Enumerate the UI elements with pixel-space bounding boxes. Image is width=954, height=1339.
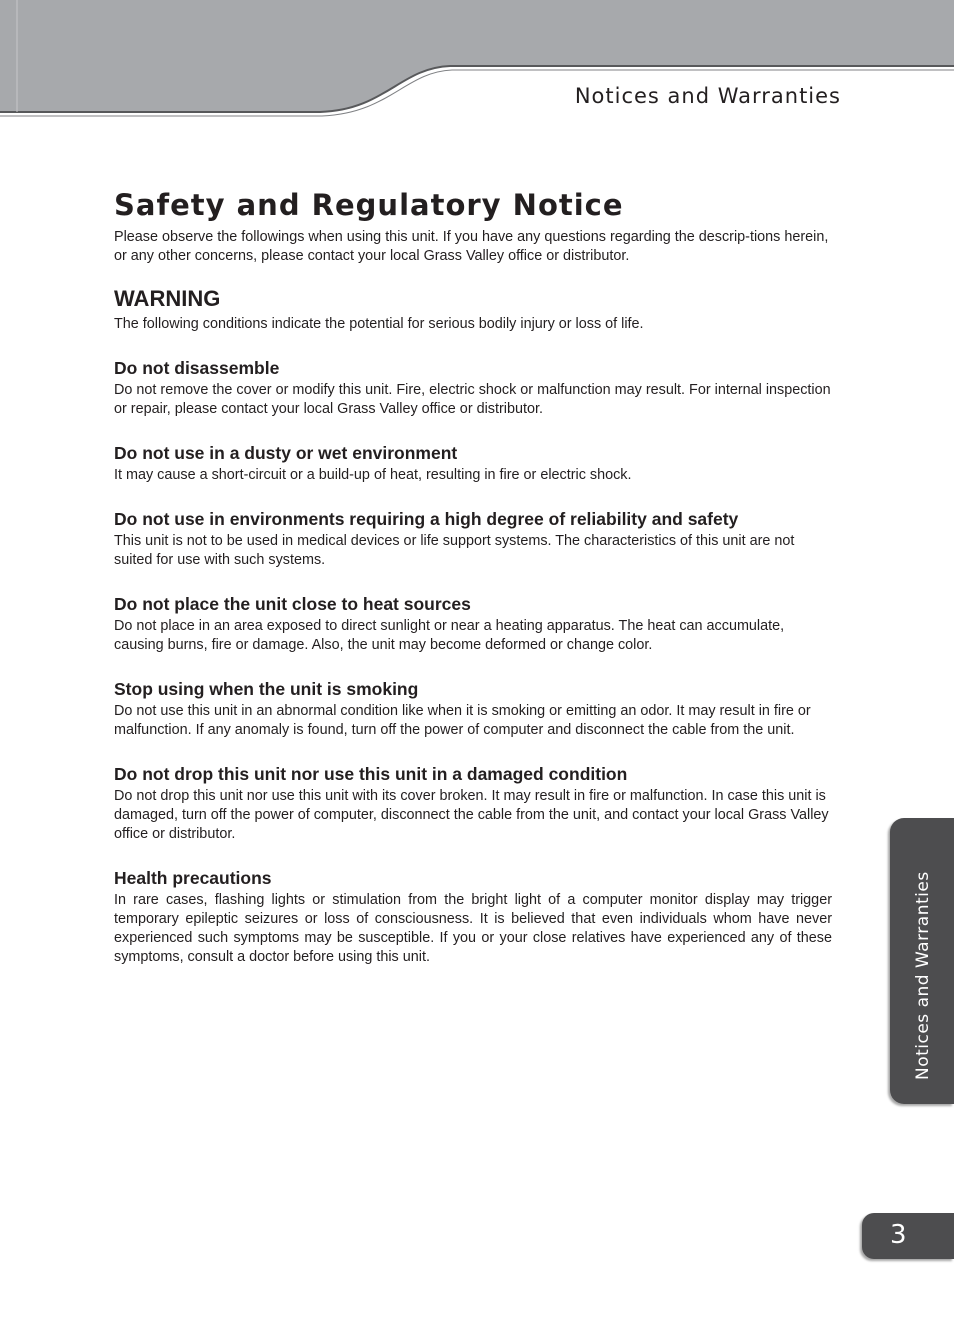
chapter-side-tab: [890, 818, 954, 1104]
section-heading: Do not drop this unit nor use this unit in a damaged condition: [114, 764, 628, 784]
header-title: Notices and Warranties: [574, 84, 841, 108]
section-text: Do not remove the cover or modify this unit. Fire, electric shock or malfunction may result. For internal inspection or repair, please contact your local Grass Valley office or distributor.: [114, 382, 831, 417]
section-heading: Stop using when the unit is smoking: [114, 679, 419, 699]
section-heading: Do not use in a dusty or wet environment: [114, 443, 458, 463]
section-text: Do not place in an area exposed to direct sunlight or near a heating apparatus. The heat can accumulate, causing burns, fire or damage. Also, the unit may become deformed or change color.: [114, 618, 785, 653]
page-title: Safety and Regulatory Notice: [114, 188, 624, 222]
page-number: 3: [890, 1220, 907, 1250]
section-damaged: [114, 764, 832, 844]
section-disassemble: [114, 358, 832, 419]
section-heat-sources: [114, 594, 832, 655]
section-dusty-wet: [114, 443, 832, 485]
chapter-side-tab-label: Notices and Warranties: [913, 871, 933, 1080]
section-heading: Health precautions: [114, 868, 272, 888]
section-text: It may cause a short-circuit or a build-up of heat, resulting in fire or electric shock.: [114, 467, 632, 483]
section-smoking: [114, 679, 832, 740]
section-reliability: [114, 509, 832, 570]
section-text: This unit is not to be used in medical devices or life support systems. The characteristics of this unit are not suited for use with such systems.: [114, 533, 795, 568]
section-text: Do not drop this unit nor use this unit with its cover broken. It may result in fire or malfunction. In case this unit is damaged, turn off the power of computer, disconnect the cable from the unit, and contact your local Grass Valley office or distributor.: [114, 788, 829, 842]
section-health: [114, 868, 832, 967]
page-number-tab: [862, 1213, 954, 1259]
section-text: Do not use this unit in an abnormal condition like when it is smoking or emitting an odor. It may result in fire or malfunction. If any anomaly is found, turn off the power of computer and disconnect the cable from the unit.: [114, 703, 811, 738]
intro-text: Please observe the followings when using this unit. If you have any questions regarding the descrip-tions herein, or any other concerns, please contact your local Grass Valley office or distributor.: [114, 229, 829, 264]
section-text: In rare cases, flashing lights or stimulation from the bright light of a computer monitor display may trigger temporary epileptic seizures or loss of consciousness. It is believed that even individuals whom have never experienced such symptoms may be susceptible. If you or your close relatives have experienced any of these symptoms, consult a doctor before using this unit.: [114, 892, 832, 965]
section-heading: Do not place the unit close to heat sources: [114, 594, 471, 614]
warning-text: The following conditions indicate the potential for serious bodily injury or loss of life.: [114, 316, 644, 332]
warning-heading: WARNING: [114, 286, 221, 311]
main-content: [114, 188, 832, 991]
section-heading: Do not use in environments requiring a high degree of reliability and safety: [114, 509, 739, 529]
section-heading: Do not disassemble: [114, 358, 280, 378]
